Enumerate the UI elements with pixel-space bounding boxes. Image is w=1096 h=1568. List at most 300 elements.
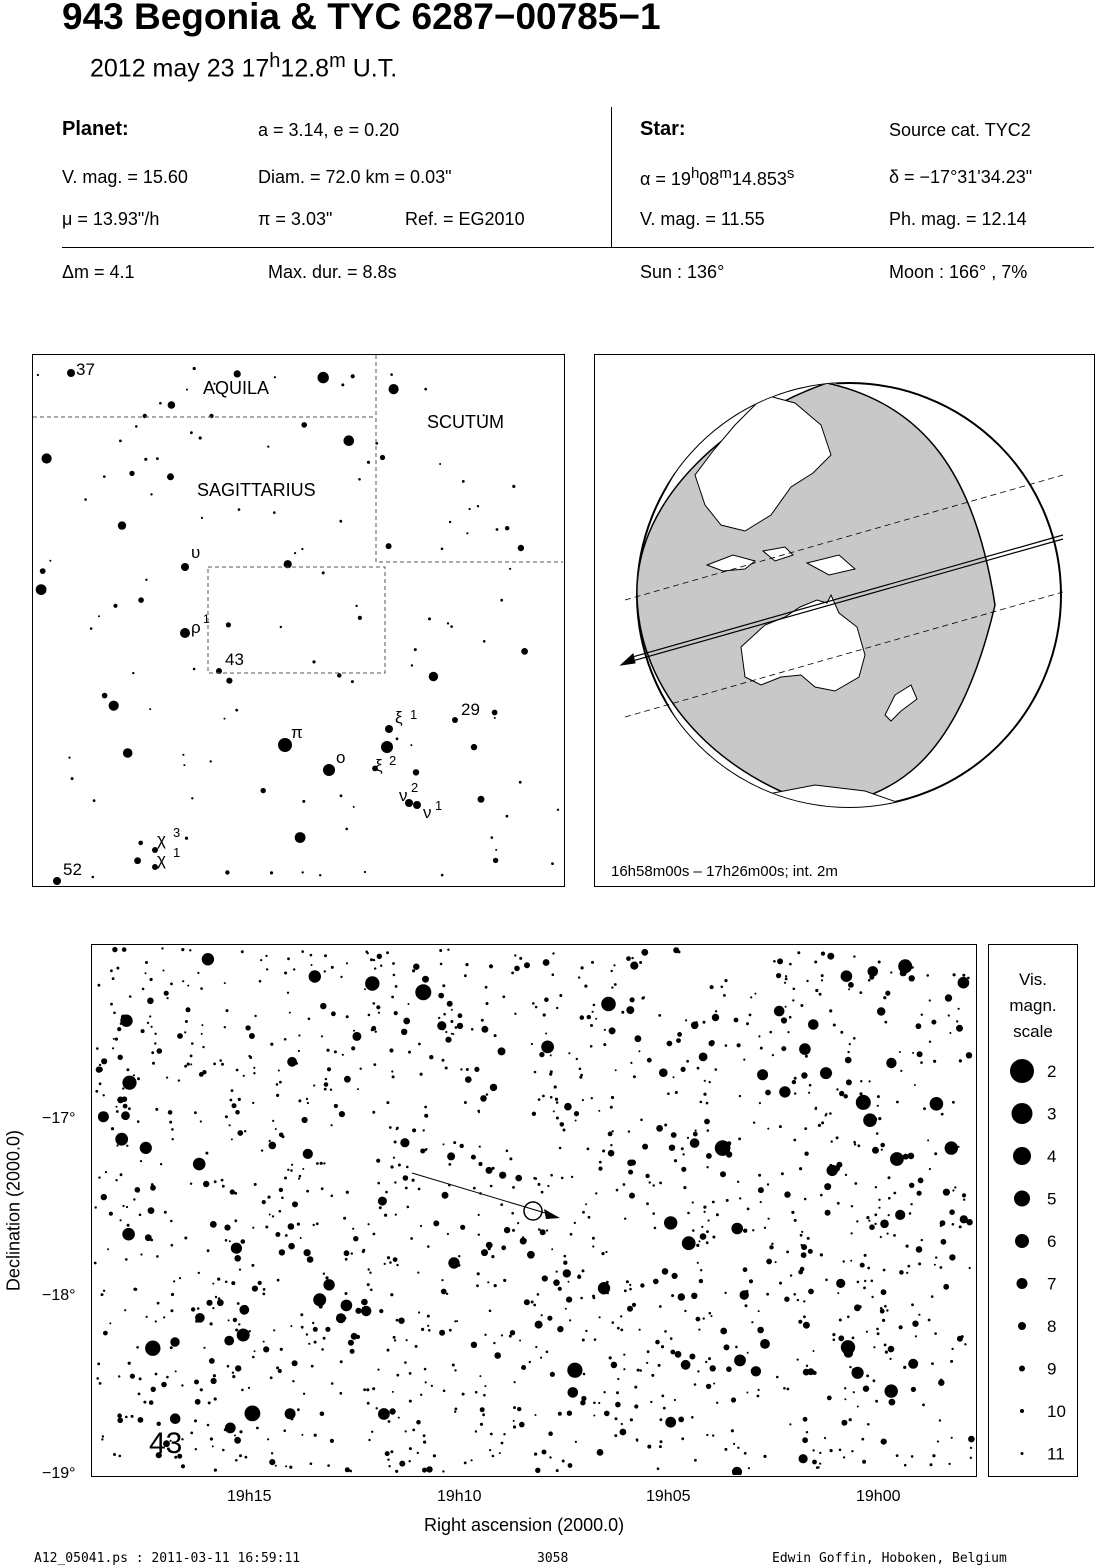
field-star <box>445 1037 451 1043</box>
field-star <box>799 1167 802 1170</box>
field-star <box>825 1113 827 1115</box>
field-star <box>492 1167 494 1169</box>
field-star <box>280 626 282 628</box>
field-star <box>777 958 783 964</box>
field-star <box>943 1284 949 1290</box>
field-star <box>293 968 295 970</box>
field-star <box>799 1043 811 1055</box>
field-star <box>486 1242 493 1249</box>
field-star <box>234 1435 236 1437</box>
field-star <box>231 1138 233 1140</box>
field-star <box>475 1391 478 1394</box>
field-star <box>391 1070 393 1072</box>
field-star <box>157 1422 161 1426</box>
field-star <box>321 1035 323 1037</box>
field-star <box>378 1197 387 1206</box>
field-star <box>84 498 87 501</box>
field-star <box>287 1057 297 1067</box>
field-star <box>325 1276 328 1279</box>
field-star <box>712 1236 715 1239</box>
field-star <box>40 568 46 574</box>
field-star <box>699 1279 703 1283</box>
field-star <box>351 374 355 378</box>
field-star <box>344 435 355 446</box>
field-star <box>360 1068 362 1070</box>
field-star <box>186 389 188 391</box>
field-star <box>692 1229 695 1232</box>
field-star <box>194 1111 197 1114</box>
field-star <box>410 744 412 746</box>
field-star <box>889 1399 896 1406</box>
field-star <box>704 1211 706 1213</box>
field-star <box>918 1314 920 1316</box>
field-star <box>803 1322 810 1329</box>
moon-elongation: Moon : 166° , 7% <box>889 262 1028 282</box>
field-star <box>170 983 173 986</box>
field-star <box>512 1186 515 1189</box>
field-star <box>519 957 522 960</box>
field-star <box>321 1348 324 1351</box>
field-star <box>876 1328 879 1331</box>
field-star <box>585 1330 587 1332</box>
field-star <box>134 857 141 864</box>
field-star <box>743 1267 748 1272</box>
field-star <box>633 1075 636 1078</box>
field-star <box>931 1295 934 1298</box>
field-star <box>693 1132 698 1137</box>
field-star <box>915 1335 917 1337</box>
field-star <box>172 1138 174 1140</box>
field-star <box>843 1260 845 1262</box>
field-star <box>706 1434 708 1436</box>
field-star <box>538 1228 541 1231</box>
field-star <box>590 1024 593 1027</box>
field-star <box>234 370 241 377</box>
dec-tick-18: −18° <box>42 1287 76 1304</box>
field-star <box>713 1383 715 1385</box>
field-star <box>341 383 344 386</box>
field-star <box>698 1329 700 1331</box>
field-star <box>785 978 788 981</box>
field-star <box>914 1084 916 1086</box>
field-star <box>878 1207 880 1209</box>
field-star <box>701 1226 703 1228</box>
field-star <box>626 1006 634 1014</box>
field-star <box>326 1049 329 1052</box>
field-star <box>784 1191 790 1197</box>
finder-chart <box>32 354 565 887</box>
field-star <box>929 1041 931 1043</box>
field-star <box>819 993 822 996</box>
field-star <box>344 1076 351 1083</box>
field-star <box>580 1015 585 1020</box>
field-star <box>320 1003 326 1009</box>
field-star <box>167 997 169 999</box>
field-star <box>654 1282 656 1284</box>
named-star <box>381 741 393 753</box>
field-star <box>386 543 392 549</box>
field-star <box>428 617 431 620</box>
field-star <box>306 1333 308 1335</box>
field-star <box>962 974 965 977</box>
field-star <box>367 461 370 464</box>
field-star <box>494 1034 497 1037</box>
field-star <box>214 1469 217 1472</box>
field-star <box>674 1399 676 1401</box>
field-star <box>805 1055 808 1058</box>
field-star <box>351 1252 353 1254</box>
field-star <box>593 1004 596 1007</box>
field-star <box>647 1058 652 1063</box>
field-star <box>407 1206 410 1209</box>
field-star <box>269 1459 275 1465</box>
named-star <box>413 801 421 809</box>
field-star <box>503 1433 505 1435</box>
field-star <box>512 485 515 488</box>
field-star <box>211 1378 217 1384</box>
field-star <box>743 1059 745 1061</box>
field-star <box>659 1305 662 1308</box>
field-star <box>103 1331 108 1336</box>
field-star <box>68 757 70 759</box>
field-star <box>513 1420 515 1422</box>
field-star <box>289 1466 292 1469</box>
field-star <box>442 1059 445 1062</box>
magnitude-dot <box>1017 1278 1028 1289</box>
field-star <box>653 1184 655 1186</box>
field-star <box>412 1128 416 1132</box>
field-star <box>800 1267 805 1272</box>
page-title: 943 Begonia & TYC 6287−00785−1 <box>62 0 661 37</box>
field-star <box>441 548 444 551</box>
field-star <box>821 952 825 956</box>
field-star <box>540 1357 542 1359</box>
field-star <box>538 1098 541 1101</box>
named-star <box>278 738 292 752</box>
field-star <box>792 999 794 1001</box>
field-star <box>363 1388 366 1391</box>
field-star <box>324 954 327 957</box>
field-star <box>884 1344 887 1347</box>
field-star <box>896 1454 899 1457</box>
field-star <box>529 1361 531 1363</box>
field-star <box>373 1002 376 1005</box>
field-star <box>138 841 143 846</box>
field-star <box>442 984 445 987</box>
field-star <box>502 995 505 998</box>
field-star <box>422 976 429 983</box>
field-star <box>857 1144 860 1147</box>
planet-vmag: V. mag. = 15.60 <box>62 167 188 187</box>
field-star <box>93 799 96 802</box>
star-heading: Star: <box>640 118 686 140</box>
field-star <box>662 1268 669 1275</box>
field-star <box>451 1009 453 1011</box>
field-star <box>568 1387 579 1398</box>
field-star <box>503 1279 506 1282</box>
field-star <box>841 1340 855 1354</box>
field-star <box>139 1214 142 1217</box>
field-star <box>877 1007 885 1015</box>
field-star <box>152 1062 155 1065</box>
field-star <box>568 1052 570 1054</box>
field-star <box>691 1293 697 1299</box>
field-star <box>429 1055 433 1059</box>
field-star <box>291 1164 293 1166</box>
field-star <box>278 1369 282 1373</box>
field-star <box>715 1068 718 1071</box>
field-star <box>743 1229 747 1233</box>
field-star <box>918 1178 924 1184</box>
sun-elongation: Sun : 136° <box>640 262 725 282</box>
field-star <box>506 1150 509 1153</box>
field-star <box>313 1224 315 1226</box>
named-star <box>385 725 393 733</box>
field-star <box>425 1381 427 1383</box>
field-star <box>669 1145 675 1151</box>
field-star <box>231 1089 234 1092</box>
field-star <box>423 1129 425 1131</box>
field-star <box>194 1419 197 1422</box>
star-label-omicron: o <box>336 748 346 767</box>
field-star <box>515 1175 522 1182</box>
field-star <box>884 1021 887 1024</box>
field-star <box>575 1120 577 1122</box>
field-star <box>219 1059 222 1062</box>
field-star <box>403 1175 409 1181</box>
field-star <box>302 1168 304 1170</box>
magnitude-label: 3 <box>1047 1104 1057 1124</box>
field-star <box>199 1072 204 1077</box>
field-star <box>720 1171 726 1177</box>
field-star <box>361 1299 368 1306</box>
field-star <box>612 1321 615 1324</box>
field-star <box>888 1214 890 1216</box>
field-star <box>651 1374 654 1377</box>
field-star <box>237 1130 243 1136</box>
field-star <box>395 985 398 988</box>
field-star <box>773 960 776 963</box>
field-star <box>138 1417 144 1423</box>
field-star <box>312 1322 314 1324</box>
field-star <box>316 1162 319 1165</box>
field-star <box>357 1088 359 1090</box>
field-star <box>939 1419 941 1421</box>
field-star <box>460 1225 465 1230</box>
field-star <box>200 987 203 990</box>
field-star <box>673 947 679 953</box>
field-star <box>334 1050 337 1053</box>
field-star <box>911 1303 914 1306</box>
field-star <box>404 1361 407 1364</box>
field-star <box>859 991 862 994</box>
field-star <box>170 1346 173 1349</box>
field-star <box>377 1182 380 1185</box>
field-star <box>245 1025 250 1030</box>
field-star <box>481 1249 488 1256</box>
field-star <box>629 1193 635 1199</box>
field-star <box>115 1133 128 1146</box>
constellation-sagittarius: SAGITTARIUS <box>197 480 316 500</box>
field-star <box>231 1281 235 1285</box>
field-star <box>559 994 562 997</box>
field-star <box>502 1048 505 1051</box>
field-star <box>210 760 212 762</box>
field-star <box>549 1073 552 1076</box>
field-star <box>604 1411 610 1417</box>
field-star <box>860 1080 862 1082</box>
field-star <box>396 1374 399 1377</box>
field-star <box>409 1460 411 1462</box>
field-star <box>442 1192 449 1199</box>
field-star <box>256 1427 259 1430</box>
field-star <box>447 1233 449 1235</box>
field-star <box>492 710 498 716</box>
field-star <box>376 1005 380 1009</box>
field-star <box>201 517 203 519</box>
field-star <box>318 372 329 383</box>
field-star <box>154 1033 156 1035</box>
field-star <box>715 1010 717 1012</box>
field-star <box>125 1258 128 1261</box>
field-star <box>574 1222 576 1224</box>
field-star <box>542 1095 545 1098</box>
field-star <box>302 800 305 803</box>
field-star <box>861 1438 864 1441</box>
field-star <box>226 1009 229 1012</box>
field-star <box>327 1067 331 1071</box>
field-star <box>241 1239 246 1244</box>
star-right-ascension: $\alpha = 19^h08^m14.853^s$ <box>640 165 795 189</box>
field-star <box>806 1431 808 1433</box>
field-star <box>263 1341 265 1343</box>
field-star <box>650 1401 652 1403</box>
field-star <box>251 1410 254 1413</box>
field-star <box>146 1316 148 1318</box>
field-star <box>116 1106 118 1108</box>
field-star <box>420 1225 422 1227</box>
field-star <box>259 980 262 983</box>
field-star <box>191 1307 195 1311</box>
field-star <box>558 1412 562 1416</box>
field-star <box>337 673 341 677</box>
field-star <box>860 1263 865 1268</box>
field-star <box>336 1313 346 1323</box>
field-star <box>224 982 226 984</box>
field-star <box>157 1302 160 1305</box>
field-star <box>929 999 931 1001</box>
field-star <box>620 1429 627 1436</box>
field-star <box>836 1088 838 1090</box>
field-star <box>660 1418 663 1421</box>
ra-tick-1915: 19h15 <box>227 1488 272 1505</box>
field-star <box>877 1105 879 1107</box>
field-star <box>837 1202 840 1205</box>
field-star <box>161 947 163 949</box>
field-star <box>632 1303 636 1307</box>
field-star <box>568 1281 570 1283</box>
field-star <box>252 1286 258 1292</box>
field-star <box>110 1003 113 1006</box>
field-star <box>408 1051 411 1054</box>
field-star <box>665 1417 676 1428</box>
field-star <box>368 1268 370 1270</box>
field-star <box>550 1372 555 1377</box>
field-star <box>784 1297 789 1302</box>
field-star <box>760 1047 763 1050</box>
field-star <box>417 1452 419 1454</box>
field-star <box>639 1329 641 1331</box>
field-star <box>197 972 199 974</box>
field-star <box>380 455 385 460</box>
field-star <box>847 1316 850 1319</box>
field-star <box>147 1022 149 1024</box>
field-star <box>254 1183 257 1186</box>
field-star <box>207 1424 210 1427</box>
field-star <box>590 1045 593 1048</box>
field-star <box>793 988 796 991</box>
field-star <box>706 1102 709 1105</box>
field-star <box>102 693 108 699</box>
magnitude-label: 7 <box>1047 1274 1057 1294</box>
field-star <box>726 1366 732 1372</box>
field-star <box>557 809 559 811</box>
field-star <box>768 1218 770 1220</box>
field-star <box>346 1191 349 1194</box>
field-star <box>791 1211 794 1214</box>
field-star <box>202 1046 204 1048</box>
field-star <box>875 1186 877 1188</box>
field-star <box>224 1336 234 1346</box>
field-star <box>501 1334 503 1336</box>
field-star <box>821 1121 824 1124</box>
field-star <box>103 1094 105 1096</box>
field-star <box>710 985 714 989</box>
field-star <box>599 1161 602 1164</box>
field-star <box>674 1159 677 1162</box>
field-star <box>850 1260 852 1262</box>
field-star <box>563 1261 567 1265</box>
field-star <box>185 837 188 840</box>
field-star <box>724 1292 726 1294</box>
field-star <box>621 1423 623 1425</box>
field-star <box>292 1360 298 1366</box>
field-star <box>967 977 970 980</box>
field-star <box>885 991 890 996</box>
field-star <box>270 1043 273 1046</box>
field-star <box>793 1139 796 1142</box>
field-star <box>956 1025 963 1032</box>
field-star <box>887 1233 889 1235</box>
field-star <box>629 1284 631 1286</box>
field-star <box>340 794 343 797</box>
field-star <box>893 1192 896 1195</box>
field-star <box>486 1167 493 1174</box>
field-star <box>353 1236 358 1241</box>
field-star <box>839 1091 844 1096</box>
field-star <box>308 1343 310 1345</box>
field-star <box>273 1329 275 1331</box>
field-star <box>238 1323 240 1325</box>
field-star <box>801 1252 807 1258</box>
field-star <box>239 1305 249 1315</box>
field-star <box>310 954 313 957</box>
field-star <box>482 1413 485 1416</box>
field-star <box>934 1264 936 1266</box>
field-star <box>112 977 115 980</box>
field-star <box>277 1279 280 1282</box>
field-star <box>542 1450 547 1455</box>
